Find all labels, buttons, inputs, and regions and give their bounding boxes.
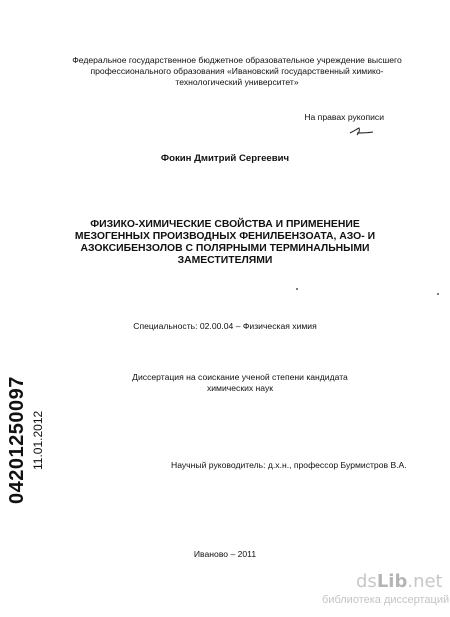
watermark-logo-suffix: .net xyxy=(407,571,443,592)
degree-line: Диссертация на соискание ученой степени кандидата xyxy=(132,372,348,382)
institution-line: Федеральное государственное бюджетное образовательное учреждение высшего xyxy=(72,55,402,65)
rights-note: На правах рукописи xyxy=(304,112,384,122)
speck xyxy=(437,293,439,295)
city-year: Иваново – 2011 xyxy=(193,549,257,559)
watermark-logo-mid: Lib xyxy=(376,571,408,592)
author-name: Фокин Дмитрий Сергеевич xyxy=(160,153,290,164)
speck xyxy=(296,288,298,290)
institution-line: профессионального образования «Ивановский государственный химико- xyxy=(90,66,384,76)
degree-line: химических наук xyxy=(206,383,274,393)
dissertation-title xyxy=(52,219,398,267)
institution-name xyxy=(72,55,402,88)
institution-line: технологический университет» xyxy=(175,77,299,87)
title-line: ЗАМЕСТИТЕЛЯМИ xyxy=(177,255,273,266)
watermark-logo xyxy=(356,571,443,592)
title-line: АЗОКСИБЕНЗОЛОВ С ПОЛЯРНЫМИ ТЕРМИНАЛЬНЫМИ xyxy=(80,243,370,254)
watermark-logo-prefix: ds xyxy=(356,571,377,592)
title-line: ФИЗИКО-ХИМИЧЕСКИЕ СВОЙСТВА И ПРИМЕНЕНИЕ xyxy=(90,219,360,230)
library-stamp-number: 04201250097 xyxy=(6,376,28,504)
library-stamp-date: 11.01.2012 xyxy=(31,410,45,470)
watermark-subtitle: библиотека диссертаций xyxy=(322,594,450,606)
specialty: Специальность: 02.00.04 – Физическая химия xyxy=(133,321,317,331)
signature-icon xyxy=(348,124,374,138)
degree-statement xyxy=(120,372,360,394)
title-line: МЕЗОГЕННЫХ ПРОИЗВОДНЫХ ФЕНИЛБЕНЗОАТА, АЗО- И xyxy=(74,231,376,242)
supervisor: Научный руководитель: д.х.н., профессор Бурмистров В.А. xyxy=(171,460,407,470)
